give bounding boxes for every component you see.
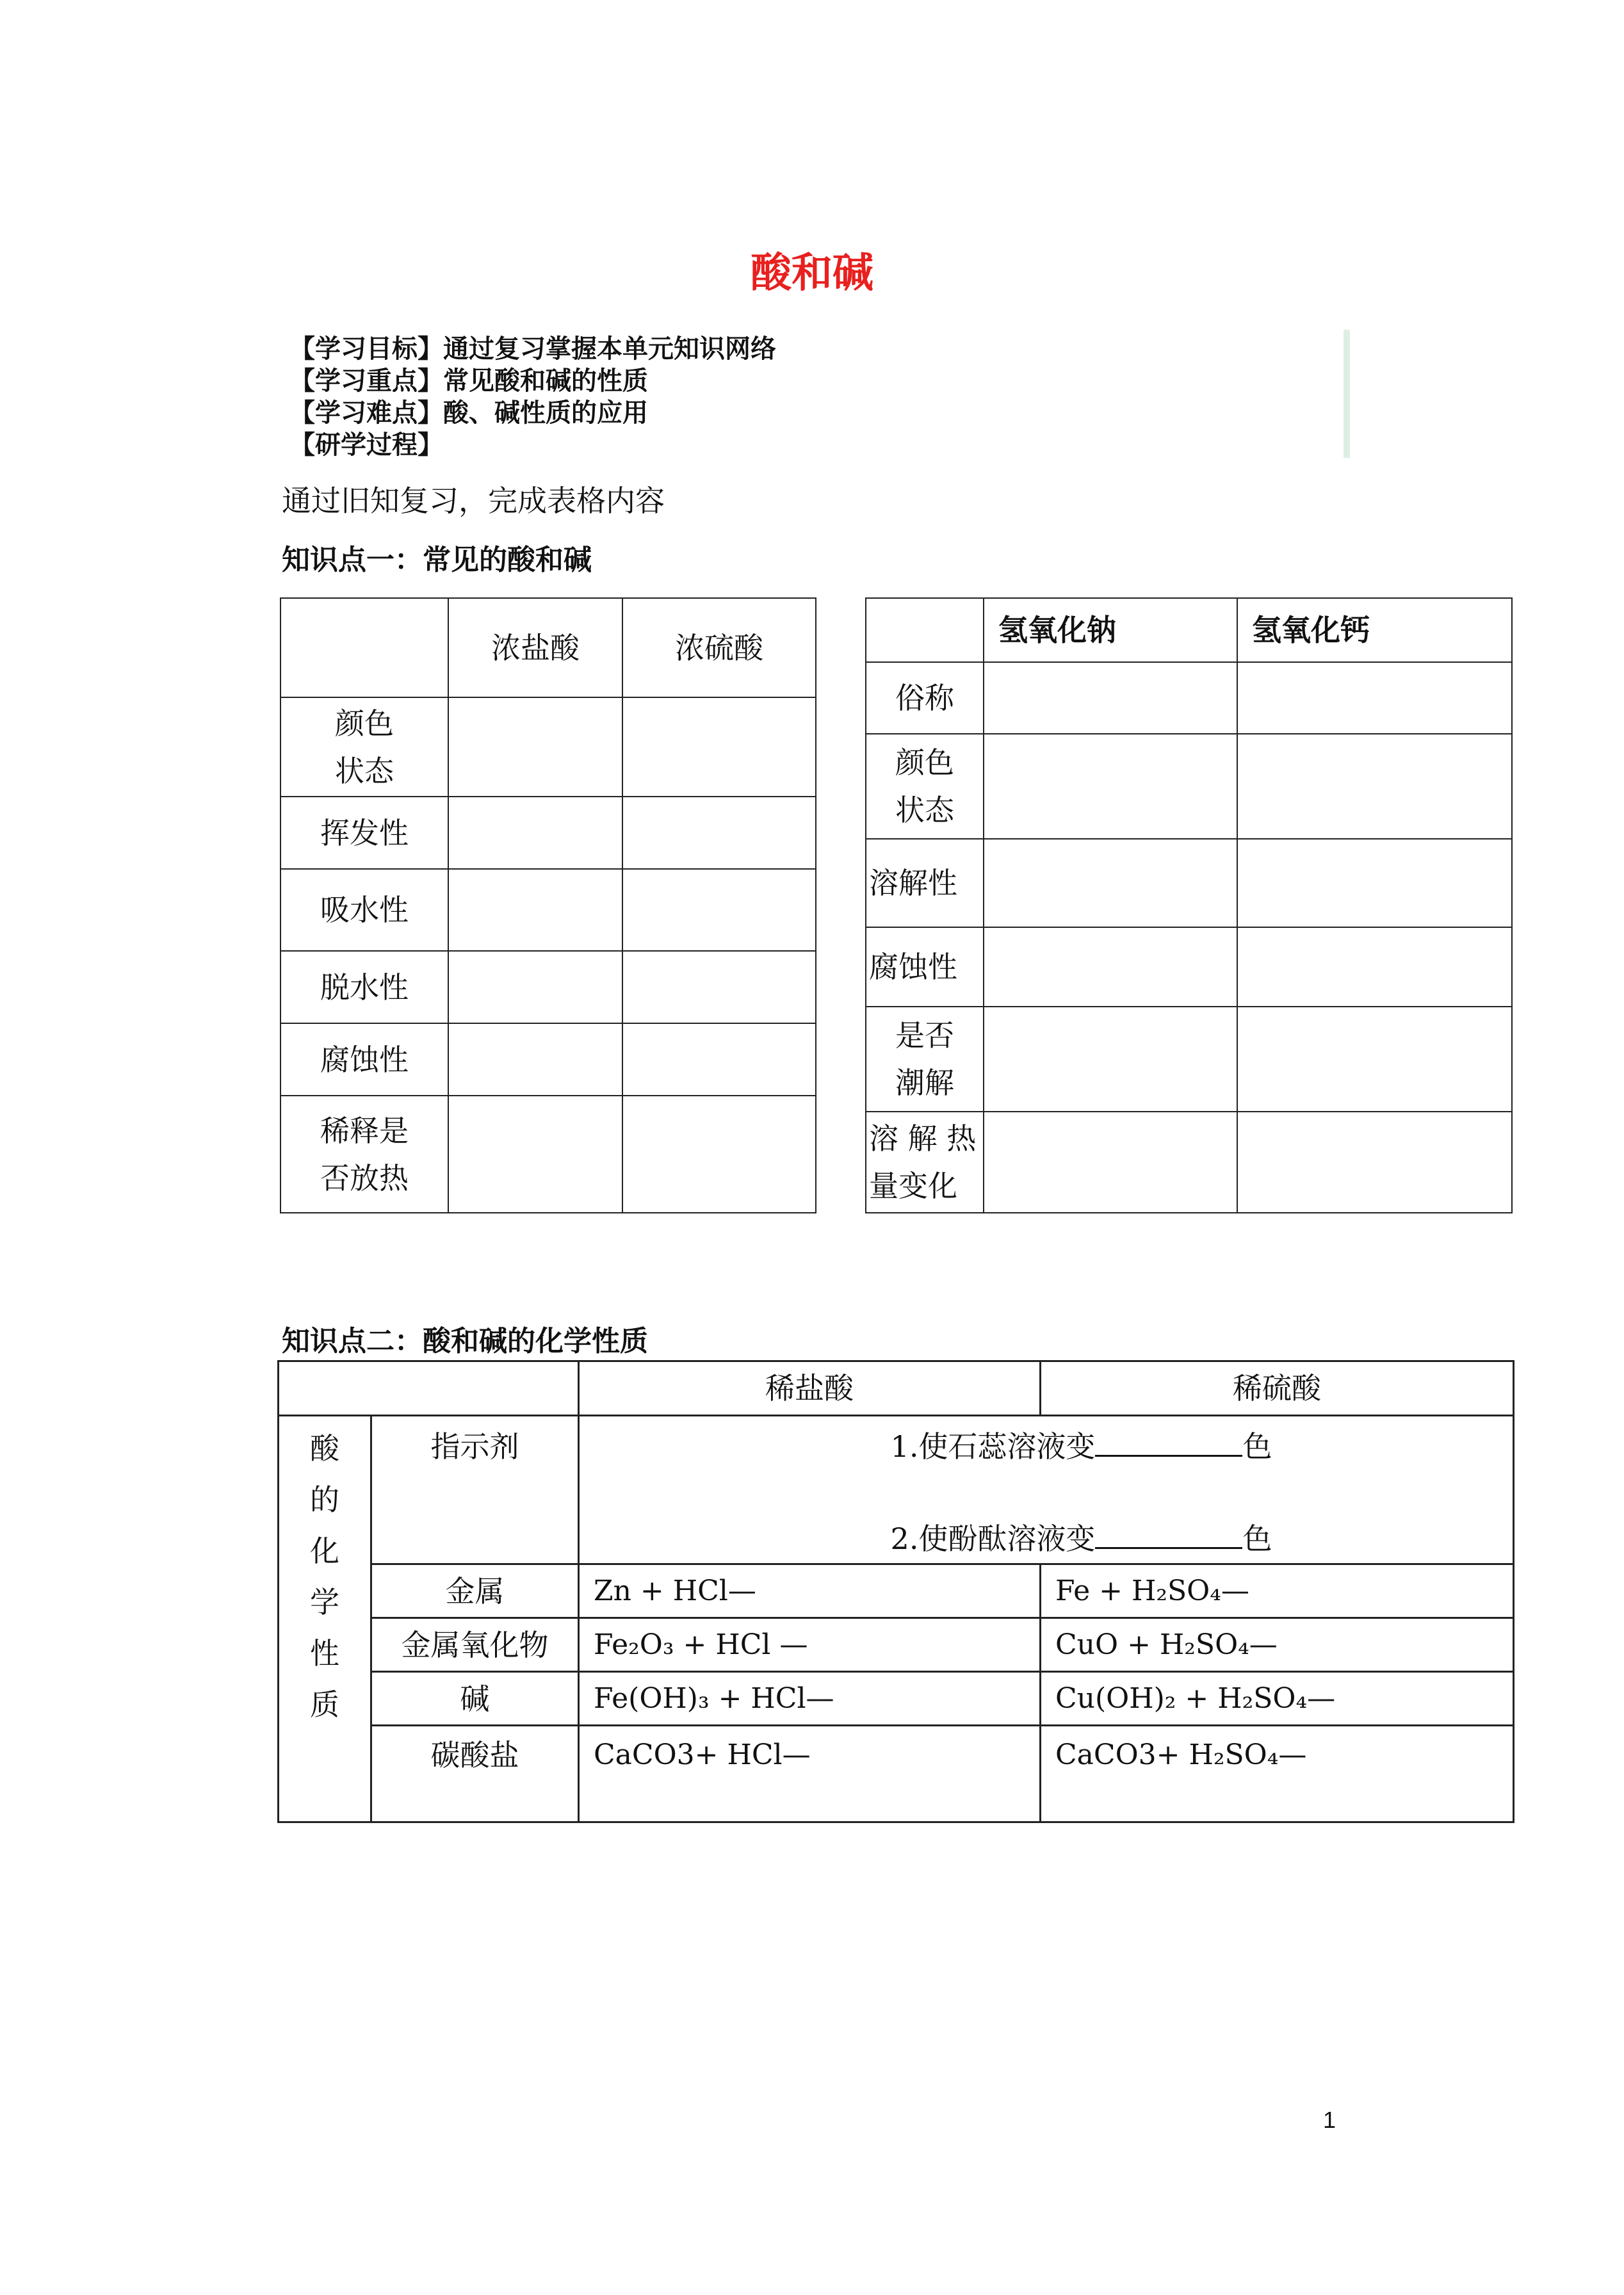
acid-row-label: 挥发性 — [280, 797, 448, 869]
reaction-label: 金属 — [371, 1564, 579, 1618]
acid-row-label: 腐蚀性 — [280, 1023, 448, 1096]
base-header-caoh2: 氢氧化钙 — [1237, 598, 1512, 662]
learning-difficulty: 【学习难点】酸、碱性质的应用 — [289, 398, 648, 428]
indicator-label: 指示剂 — [371, 1416, 579, 1564]
acid-header-hcl: 浓盐酸 — [448, 598, 622, 697]
acid-row-label: 脱水性 — [280, 951, 448, 1023]
acid-corner-cell — [280, 598, 448, 697]
learning-focus: 【学习重点】常见酸和碱的性质 — [289, 366, 648, 396]
base-table — [865, 597, 1513, 1213]
section2-heading: 知识点二：酸和碱的化学性质 — [282, 1325, 648, 1358]
intro-text: 通过旧知复习，完成表格内容 — [282, 483, 665, 518]
chem-corner-cell — [279, 1361, 579, 1416]
decorative-bar — [1344, 330, 1350, 458]
acid-row-label: 稀释是 否放热 — [280, 1096, 448, 1213]
base-row-label: 溶 解 热 量变化 — [866, 1112, 984, 1213]
h2so4-reaction[interactable]: CaCO3+ H₂SO₄— — [1041, 1726, 1514, 1822]
h2so4-reaction[interactable]: Fe + H₂SO₄— — [1041, 1564, 1514, 1618]
answer-cell[interactable] — [622, 1023, 816, 1096]
learning-goal: 【学习目标】通过复习掌握本单元知识网络 — [289, 334, 776, 364]
indicator-line2-text: 2.使酚酞溶液变 — [890, 1521, 1096, 1556]
answer-cell[interactable] — [448, 1096, 622, 1213]
answer-cell[interactable] — [1237, 662, 1512, 734]
answer-cell[interactable] — [622, 869, 816, 951]
base-row-label: 颜色 状态 — [866, 734, 984, 839]
side-label-char: 的 — [310, 1482, 339, 1517]
side-label-char: 酸 — [310, 1431, 339, 1466]
h2so4-reaction[interactable]: CuO + H₂SO₄— — [1041, 1618, 1514, 1672]
chem-header-h2so4: 稀硫酸 — [1041, 1361, 1514, 1416]
learning-process: 【研学过程】 — [289, 430, 443, 460]
acid-table — [280, 597, 816, 1213]
base-corner-cell — [866, 598, 984, 662]
answer-cell[interactable] — [984, 1112, 1237, 1213]
reaction-label: 金属氧化物 — [371, 1618, 579, 1672]
answer-cell[interactable] — [448, 951, 622, 1023]
answer-cell[interactable] — [448, 869, 622, 951]
chem-header-hcl: 稀盐酸 — [579, 1361, 1041, 1416]
h2so4-reaction[interactable]: Cu(OH)₂ + H₂SO₄— — [1041, 1672, 1514, 1726]
hcl-reaction[interactable]: Fe(OH)₃ + HCl— — [579, 1672, 1041, 1726]
indicator-cell — [579, 1416, 1514, 1564]
answer-cell[interactable] — [984, 927, 1237, 1007]
chem-properties-table — [277, 1360, 1514, 1823]
side-label-char: 化 — [310, 1534, 339, 1568]
answer-cell[interactable] — [448, 797, 622, 869]
answer-cell[interactable] — [1237, 1007, 1512, 1112]
indicator-line2-color: 色 — [1242, 1521, 1272, 1556]
base-row-label: 腐蚀性 — [866, 927, 984, 1007]
base-row-label: 是否 潮解 — [866, 1007, 984, 1112]
indicator-line1-text: 1.使石蕊溶液变 — [890, 1429, 1096, 1464]
answer-cell[interactable] — [448, 697, 622, 797]
indicator-line1-color: 色 — [1242, 1429, 1272, 1464]
acid-properties-side-label — [279, 1416, 371, 1822]
acid-row-label: 颜色 状态 — [280, 697, 448, 797]
base-row-label: 俗称 — [866, 662, 984, 734]
hcl-reaction[interactable]: Fe₂O₃ + HCl — — [579, 1618, 1041, 1672]
base-header-naoh: 氢氧化钠 — [984, 598, 1237, 662]
acid-header-h2so4: 浓硫酸 — [622, 598, 816, 697]
side-label-char: 学 — [310, 1585, 339, 1619]
answer-cell[interactable] — [1237, 839, 1512, 927]
answer-cell[interactable] — [622, 797, 816, 869]
side-label-char: 质 — [310, 1687, 339, 1722]
section1-heading: 知识点一：常见的酸和碱 — [282, 544, 592, 576]
hcl-reaction[interactable]: Zn + HCl— — [579, 1564, 1041, 1618]
page-title: 酸和碱 — [751, 249, 873, 297]
answer-cell[interactable] — [622, 697, 816, 797]
answer-cell[interactable] — [1237, 734, 1512, 839]
answer-cell[interactable] — [984, 1007, 1237, 1112]
answer-cell[interactable] — [984, 839, 1237, 927]
phenolphthalein-blank[interactable] — [1095, 1521, 1242, 1549]
side-label-text — [279, 1423, 370, 1730]
reaction-label: 碱 — [371, 1672, 579, 1726]
reaction-label: 碳酸盐 — [371, 1726, 579, 1822]
answer-cell[interactable] — [622, 1096, 816, 1213]
answer-cell[interactable] — [984, 662, 1237, 734]
answer-cell[interactable] — [622, 951, 816, 1023]
answer-cell[interactable] — [1237, 927, 1512, 1007]
hcl-reaction[interactable]: CaCO3+ HCl— — [579, 1726, 1041, 1822]
base-row-label: 溶解性 — [866, 839, 984, 927]
answer-cell[interactable] — [1237, 1112, 1512, 1213]
answer-cell[interactable] — [984, 734, 1237, 839]
side-label-char: 性 — [310, 1636, 339, 1671]
litmus-blank[interactable] — [1095, 1429, 1242, 1457]
acid-row-label: 吸水性 — [280, 869, 448, 951]
answer-cell[interactable] — [448, 1023, 622, 1096]
page-number: 1 — [1323, 2107, 1336, 2133]
